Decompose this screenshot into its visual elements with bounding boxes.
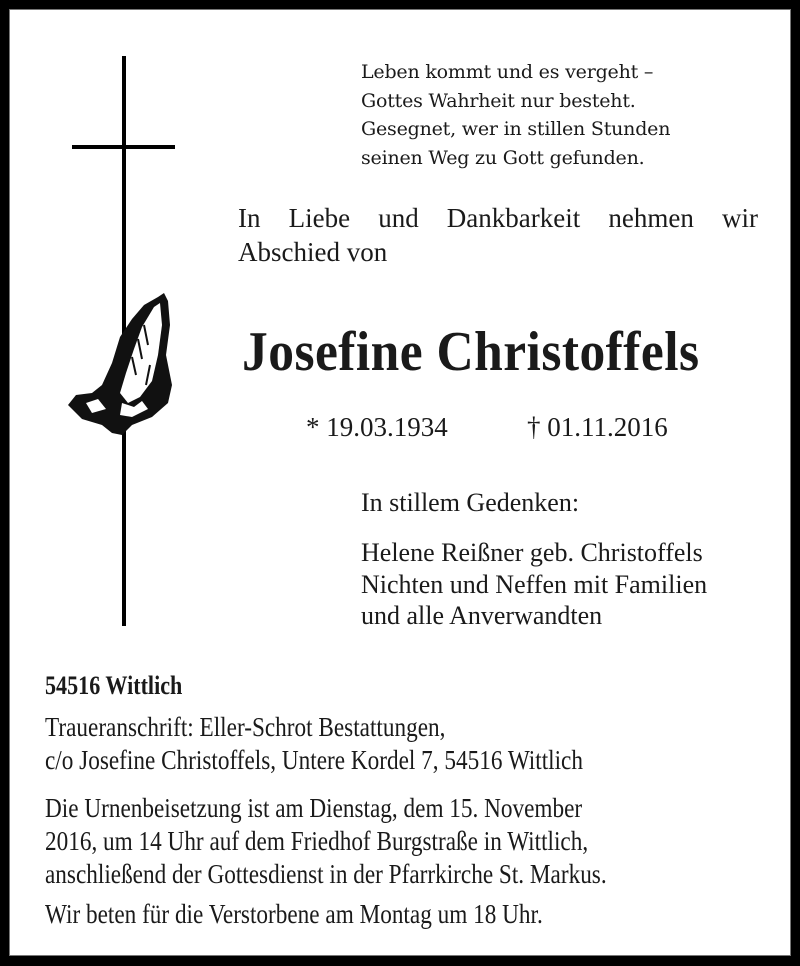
mourning-heading: In stillem Gedenken: <box>361 488 580 517</box>
burial-info <box>45 792 607 891</box>
intro-word: wir <box>721 203 758 233</box>
intro-line-2: Abschied von <box>238 237 388 267</box>
intro-word: nehmen <box>608 203 694 233</box>
obituary-notice <box>9 9 791 956</box>
verse-poem <box>361 58 670 172</box>
intro-line-1 <box>238 201 758 235</box>
verse-line: Gesegnet, wer in stillen Stunden <box>361 118 671 140</box>
burial-line: 2016, um 14 Uhr auf dem Friedhof Burgstraße in Wittlich, <box>45 826 589 856</box>
deceased-name: Josefine Christoffels <box>242 321 700 383</box>
intro-word: und <box>378 203 419 233</box>
praying-hands-icon <box>62 285 182 445</box>
city-heading: 54516 Wittlich <box>45 671 183 700</box>
cross-icon-horizontal-bar <box>72 145 175 149</box>
address-line: Traueranschrift: Eller-Schrot Bestattungen, <box>45 712 446 742</box>
intro-word: Liebe <box>288 203 351 233</box>
mourner: Nichten und Neffen mit Familien <box>361 569 708 599</box>
burial-line: anschließend der Gottesdienst in der Pfarrkirche St. Markus. <box>45 859 607 889</box>
mourners-list <box>361 537 707 632</box>
prayer-info: Wir beten für die Verstorbene am Montag um 18 Uhr. <box>45 899 543 929</box>
intro-text <box>238 201 758 269</box>
intro-word: Dankbarkeit <box>446 203 581 233</box>
mourner: Helene Reißner geb. Christoffels <box>361 538 703 567</box>
death-date: † 01.11.2016 <box>527 412 668 442</box>
mourning-address <box>45 711 583 777</box>
birth-date: * 19.03.1934 <box>306 412 448 442</box>
verse-line: Leben kommt und es vergeht – <box>361 61 654 83</box>
intro-word: In <box>238 203 261 233</box>
address-line: c/o Josefine Christoffels, Untere Kordel 7, 54516 Wittlich <box>45 745 583 775</box>
burial-line: Die Urnenbeisetzung ist am Dienstag, dem 15. November <box>45 793 583 823</box>
mourner: und alle Anverwandten <box>361 601 603 630</box>
verse-line: Gottes Wahrheit nur besteht. <box>361 89 636 112</box>
verse-line: seinen Weg zu Gott gefunden. <box>361 146 645 169</box>
